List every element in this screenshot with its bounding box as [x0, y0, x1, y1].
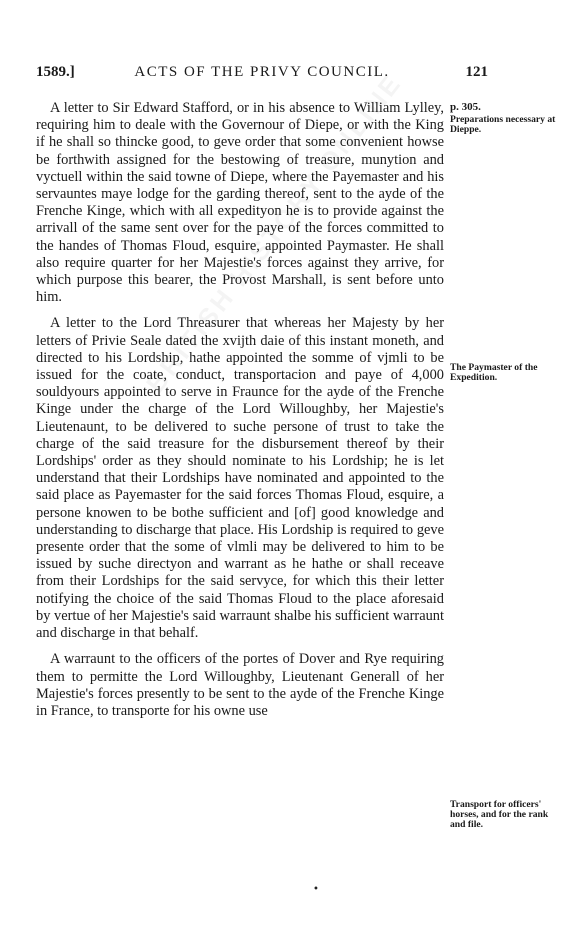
- paragraph-stafford-letter: A letter to Sir Edward Stafford, or in his absence to William Lylley, requiring him to deale with the Governour of Diepe, or with the King if he shall so thincke good, to geve order that some convenient howse be forthwith assigned for the bestowing of treasure, munytion and vyctuell within the said towne of Diepe, where the Payemaster and his servauntes maye lodge for the garding thereof, sent to the ayde of the Frenche Kinge, which with all expedityon he is to provide against the arrivall of the same sent over for the paye of the forces committed to the handes of Thomas Floud, esquire, appointed Paymaster. He shall also require quarter for her Majestie's forces against they arrive, for which purpose this bearer, the Provost Marshall, is sent before unto him.: [36, 100, 444, 306]
- main-text: [36, 100, 444, 720]
- margin-page-ref: p. 305.: [450, 101, 481, 113]
- paragraph-treasurer-letter: A letter to the Lord Threasurer that whereas her Majesty by her letters of Privie Seale dated the xvijth daie of this instant moneth, and directed to his Lordship, hathe appointed the somme of vjmli to be issued for the coate, conduct, transportacion and paye of 4,000 souldyours appointed to serve in Fraunce for the ayde of the Frenche Kinge under the charge of the Lord Willoughby, her Majestie's Lieutenaunt, to be delivered to suche persone of trust to take the charge of the said treasure for the disbursement thereof by their Lordships' order as they should nominate to his Lordship; he is let understand that their Lordships have nominated and appointed to the said place as Payemaster for the said forces Thomas Floud, esquire, a persone knowen to be bothe sufficient and [of] good knowledge and understanding to discharge that place. His Lordship is required to geve presente order that the some of vlmli may be delivered to him to be issued by suche directyon and warrant as he hathe or shall receave from their Lordships for the said servyce, for which this their letter notifying the choice of the said Thomas Floud to the place aforesaid by vertue of her Majestie's said warraunt shalbe his sufficient warraunt and discharge in that behalf.: [36, 315, 444, 642]
- margin-note-transport: [450, 800, 562, 830]
- header-year: 1589.]: [36, 64, 75, 80]
- margin-note-text: The Paymaster of the Expedition.: [450, 362, 538, 383]
- running-header: [36, 64, 488, 86]
- header-title: ACTS OF THE PRIVY COUNCIL.: [134, 64, 390, 80]
- footer-mark: •: [313, 884, 319, 895]
- page-number: 121: [465, 64, 488, 80]
- margin-note-paymaster: [450, 363, 562, 383]
- margin-note-dieppe: [450, 102, 562, 135]
- margin-note-text: Transport for officers' horses, and for the rank and file.: [450, 799, 549, 830]
- margin-note-text: Preparations necessary at Dieppe.: [450, 114, 556, 135]
- paragraph-dover-warrant: A warraunt to the officers of the portes of Dover and Rye requiring them to permitte the Lord Willoughby, Lieutenant Generall of her Majestie's forces presently to be sent to the ayde of the Frenche Kinge in France, to transporte for his owne use: [36, 651, 444, 719]
